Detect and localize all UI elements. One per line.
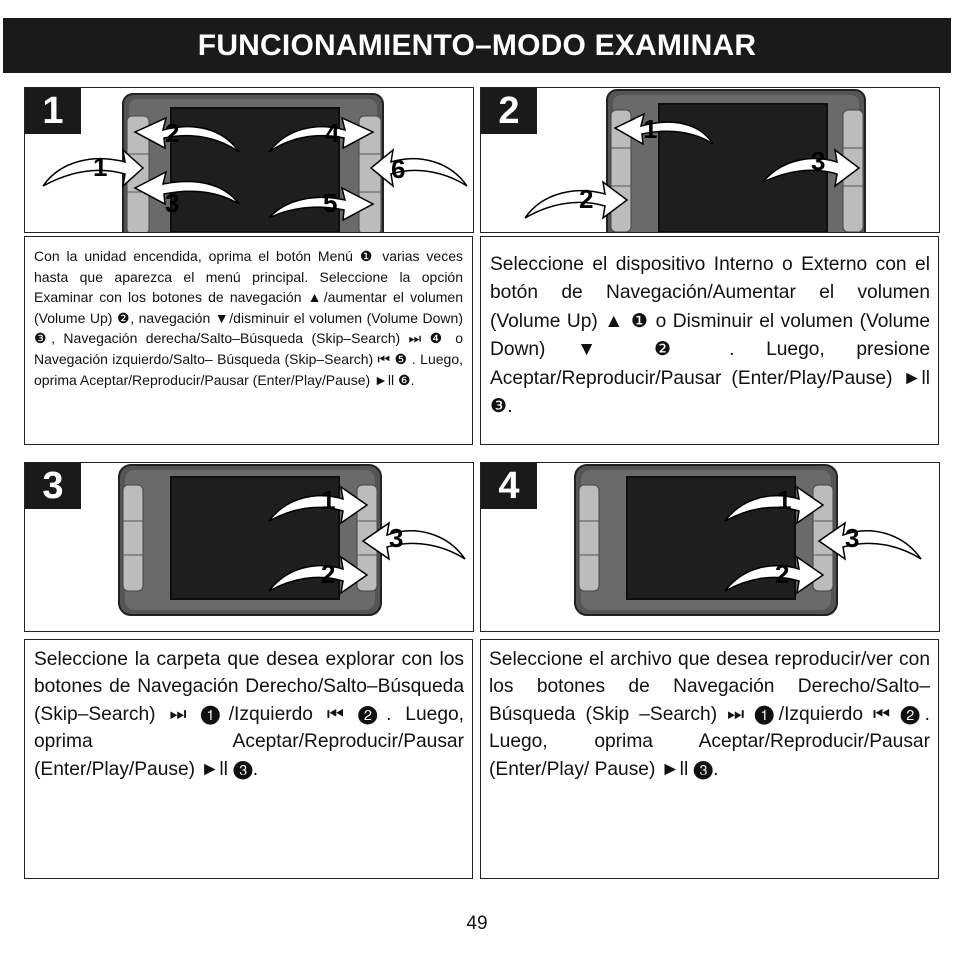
callout-3: 3 — [811, 146, 826, 176]
callout-2: 2 — [321, 559, 336, 589]
step-2-instructions: Seleccione el dispositivo Interno o Externo con el botón de Navegación/Aumentar el volumen (Volume Up) ▲ ❶ o Disminuir el volumen (Volume Down) ▼ ❷ . Luego, presione Aceptar/Reproducir/Pausar (Enter/Play/Pause) ►ll ❸. — [480, 236, 939, 445]
step-2-number: 2 — [481, 88, 537, 134]
step-1-instructions: Con la unidad encendida, oprima el botón Menú ❶ varias veces hasta que aparezca el menú principal. Seleccione la opción Examinar con los botones de navegación ▲/aumentar el volumen (Volume Up) ❷, navegación ▼/disminuir el volumen (Volume Down) ❸, Navegación derecha/Salto–Búsqueda (Skip–Search) ⏭ ❹ o Navegación izquierdo/Salto– Búsqueda (Skip–Search) ⏮ ❺ . Luego, oprima Aceptar/Reproducir/Pausar (Enter/Play/Pause) ►ll ❻. — [24, 236, 473, 445]
callout-2: 2 — [165, 118, 180, 148]
callout-4: 4 — [325, 118, 340, 148]
callout-3: 3 — [389, 523, 404, 553]
step-2-device-diagram — [481, 88, 939, 232]
step-1-number: 1 — [25, 88, 81, 134]
page-title: FUNCIONAMIENTO–MODO EXAMINAR — [3, 18, 951, 73]
step-1-illustration — [24, 87, 474, 233]
callout-2: 2 — [579, 184, 594, 214]
callout-2: 2 — [775, 559, 790, 589]
step-4-instructions: Seleccione el archivo que desea reproducir/ver con los botones de Navegación Derecho/Salto–Búsqueda (Skip –Search) ⏭ ❶/Izquierdo ⏮ ❷. Luego, oprima Aceptar/Reproducir/Pausar (Enter/Play/ Pause) ►ll ❸. — [480, 639, 939, 879]
step-4-device-diagram — [481, 463, 939, 631]
callout-1: 1 — [777, 485, 792, 515]
page-number: 49 — [466, 913, 488, 934]
callout-1: 1 — [321, 485, 336, 515]
callout-3: 3 — [845, 523, 860, 553]
step-3-number: 3 — [25, 463, 81, 509]
callout-6: 6 — [391, 154, 406, 184]
callout-3: 3 — [165, 188, 180, 218]
step-4-number: 4 — [481, 463, 537, 509]
callout-5: 5 — [323, 188, 338, 218]
step-4-illustration — [480, 462, 940, 632]
callout-1: 1 — [93, 152, 108, 182]
step-1-device-diagram — [25, 88, 473, 232]
step-3-instructions: Seleccione la carpeta que desea explorar con los botones de Navegación Derecho/Salto–Búsqueda (Skip–Search) ⏭ ❶/Izquierdo ⏮ ❷. Luego, oprima Aceptar/Reproducir/Pausar (Enter/Play/Pause) ►ll ❸. — [24, 639, 473, 879]
step-3-device-diagram — [25, 463, 473, 631]
step-2-illustration — [480, 87, 940, 233]
callout-1: 1 — [643, 114, 658, 144]
step-3-illustration — [24, 462, 474, 632]
